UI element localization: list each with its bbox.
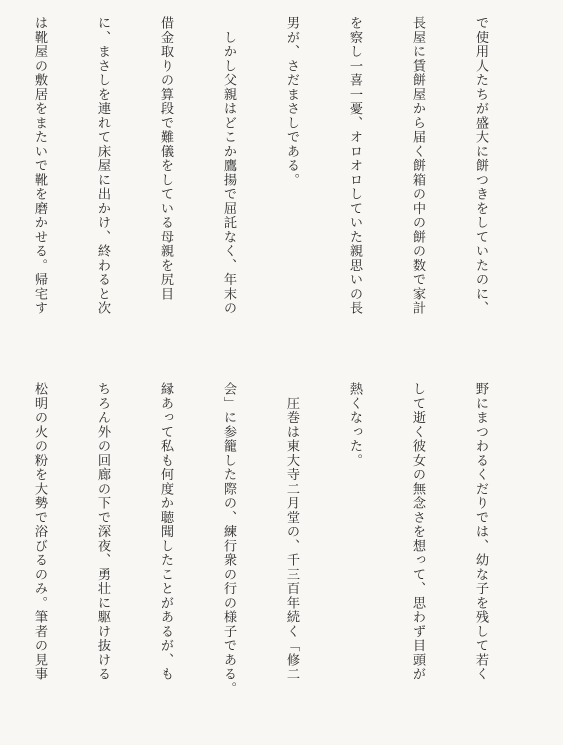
text-column: 男が、さだまさしである。: [284, 16, 299, 187]
text-column: 松明の火の粉を大勢で浴びるのみ。筆者の見事: [32, 382, 47, 682]
text-column: 縁あって私も何度か聴聞したことがあるが、も: [158, 382, 173, 682]
text-column: して逝く彼女の無念さを想って、思わず目頭が: [410, 382, 425, 682]
text-column: 長屋に賃餅屋から届く餅箱の中の餅の数で家計: [410, 16, 425, 316]
text-column: 熱くなった。: [347, 382, 362, 468]
text-column: しかし父親はどこか鷹揚で屈託なく、年末の: [221, 16, 236, 316]
lower-text-block: [0, 382, 533, 724]
text-column: 野にまつわるくだりでは、幼な子を残して若く: [473, 382, 488, 682]
upper-text-block: [0, 16, 533, 348]
text-column: 圧巻は東大寺二月堂の、千三百年続く「修二: [284, 382, 299, 682]
text-column: で使用人たちが盛大に餅つきをしていたのに、: [473, 16, 488, 316]
text-column: 借金取りの算段で難儀をしている母親を尻目: [158, 16, 173, 301]
text-column: を察し一喜一憂、オロオロしていた親思いの長: [347, 16, 362, 316]
text-column: ちろん外の回廊の下で深夜、勇壮に駆け抜ける: [95, 382, 110, 682]
text-column: に、まさしを連れて床屋に出かけ、終わると次: [95, 16, 110, 316]
text-column: 会」に参籠した際の、練行衆の行の様子である。: [221, 382, 236, 696]
text-column: は靴屋の敷居をまたいで靴を磨かせる。帰宅す: [32, 16, 47, 316]
